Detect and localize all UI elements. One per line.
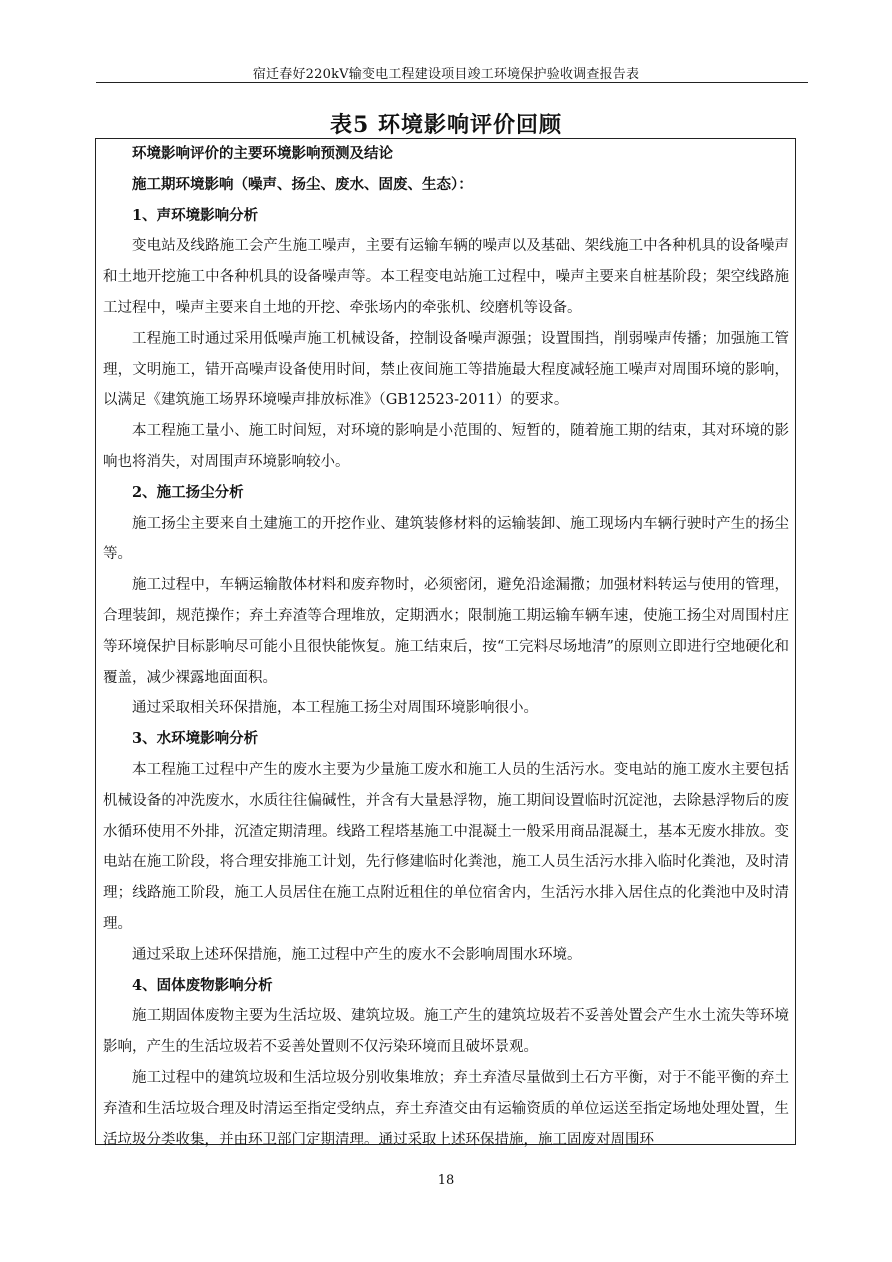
section-2-paragraph-1: 施工扬尘主要来自土建施工的开挖作业、建筑装修材料的运输装卸、施工现场内车辆行驶时产生的扬尘等。: [103, 515, 789, 563]
section-1-paragraph-2: 工程施工时通过采用低噪声施工机械设备，控制设备噪声源强；设置围挡，削弱噪声传播；加强施工管理，文明施工，错开高噪声设备使用时间，禁止夜间施工等措施最大程度减轻施工噪声对周围环境的影响，以满足《建筑施工场界环境噪声排放标准》（GB12523-2011）的要求。: [103, 330, 789, 409]
table-title: 表5 环境影响评价回顾: [330, 112, 562, 138]
section-4-paragraph-2: 施工过程中的建筑垃圾和生活垃圾分别收集堆放；弃土弃渣尽量做到土石方平衡，对于不能平衡的弃土弃渣和生活垃圾合理及时清运至指定受纳点，弃土弃渣交由有运输资质的单位运送至指定场地处理处置，生活垃圾分类收集，并由环卫部门定期清理。通过采取上述环保措施，施工固废对周围环: [103, 1069, 789, 1148]
review-content: [103, 139, 789, 1155]
section-3-paragraph-2: 通过采取上述环保措施，施工过程中产生的废水不会影响周围水环境。: [132, 946, 582, 963]
section-2-paragraph-3: 通过采取相关环保措施，本工程施工扬尘对周围环境影响很小。: [132, 700, 538, 717]
section-4-paragraph-1: 施工期固体废物主要为生活垃圾、建筑垃圾。施工产生的建筑垃圾若不妥善处置会产生水土流失等环境影响，产生的生活垃圾若不妥善处置则不仅污染环境而且破坏景观。: [103, 1008, 789, 1056]
main-heading: 环境影响评价的主要环境影响预测及结论: [132, 145, 393, 162]
section-1-paragraph-1: 变电站及线路施工会产生施工噪声，主要有运输车辆的噪声以及基础、架线施工中各种机具的设备噪声和土地开挖施工中各种机具的设备噪声等。本工程变电站施工过程中，噪声主要来自桩基阶段；架空线路施工过程中，噪声主要来自土地的开挖、牵张场内的牵张机、绞磨机等设备。: [103, 238, 789, 316]
header-rule: [96, 82, 808, 83]
section-3-paragraph-1: 本工程施工过程中产生的废水主要为少量施工废水和施工人员的生活污水。变电站的施工废水主要包括机械设备的冲洗废水，水质往往偏碱性，并含有大量悬浮物，施工期间设置临时沉淀池，去除悬浮物后的废水循环使用不外排，沉渣定期清理。线路工程塔基施工中混凝土一般采用商品混凝土，基本无废水排放。变电站在施工阶段，将合理安排施工计划，先行修建临时化粪池，施工人员生活污水排入临时化粪池，及时清理；线路施工阶段，施工人员居住在施工点附近租住的单位宿舍内，生活污水排入居住点的化粪池中及时清理。: [103, 761, 789, 932]
construction-heading: 施工期环境影响（噪声、扬尘、废水、固废、生态）：: [132, 175, 473, 193]
section-1-heading: 1、声环境影响分析: [132, 206, 259, 224]
running-header: 宿迁春好220kV输变电工程建设项目竣工环境保护验收调查报告表: [252, 67, 640, 82]
section-2-paragraph-2: 施工过程中，车辆运输散体材料和废弃物时，必须密闭，避免沿途漏撒；加强材料转运与使用的管理，合理装卸，规范操作；弃土弃渣等合理堆放，定期洒水；限制施工期运输车辆车速，使施工扬尘对周围村庄等环境保护目标影响尽可能小且很快能恢复。施工结束后，按“工完料尽场地清”的原则立即进行空地硬化和覆盖，减少裸露地面面积。: [103, 577, 789, 686]
page-number: 18: [437, 1173, 455, 1188]
section-4-heading: 4、固体废物影响分析: [132, 976, 273, 994]
section-3-heading: 3、水环境影响分析: [132, 730, 259, 748]
section-2-heading: 2、施工扬尘分析: [132, 483, 244, 501]
section-1-paragraph-3: 本工程施工量小、施工时间短，对环境的影响是小范围的、短暂的，随着施工期的结束，其对环境的影响也将消失，对周围声环境影响较小。: [103, 423, 789, 470]
